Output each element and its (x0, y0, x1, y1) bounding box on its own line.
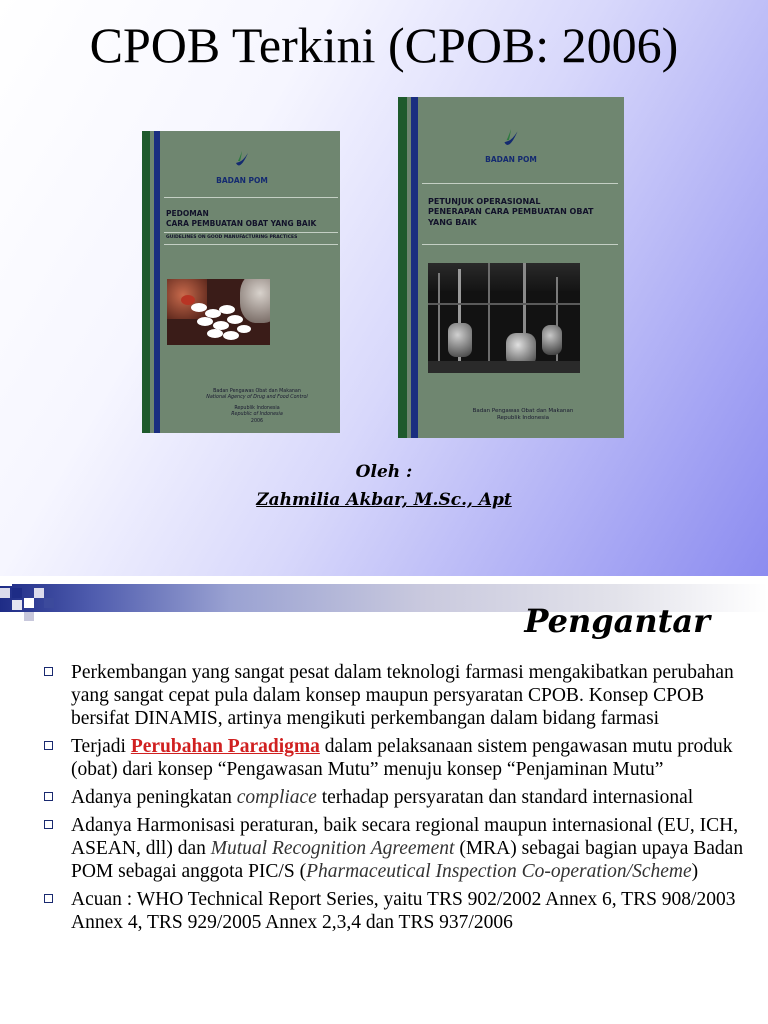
square-bullet-icon (44, 820, 53, 829)
bullet-text: dalam pelaksanaan sistem pengawasan mutu produk (obat) dari konsep “Pengawasan Mutu” menuju konsep “Penjaminan Mutu” (71, 736, 733, 780)
square-bullet-icon (44, 667, 53, 676)
bullet-item (44, 888, 744, 934)
bullet-text: Pharmaceutical Inspection Co-operation/Scheme (306, 861, 692, 882)
bullet-item (44, 814, 744, 883)
author-name: Zahmilia Akbar, M.Sc., Apt (256, 490, 512, 510)
square-bullet-icon (44, 894, 53, 903)
bullet-text: Adanya peningkatan (71, 787, 237, 808)
bullet-item (44, 735, 744, 781)
book-cover-petunjuk (398, 97, 624, 438)
bullet-text: compliace (236, 787, 317, 808)
bullet-item (44, 661, 744, 730)
bullet-text: Terjadi (71, 736, 131, 757)
book-title: PETUNJUK OPERASIONAL PENERAPAN CARA PEMBUATAN OBAT YANG BAIK (428, 197, 594, 227)
bullet-item (44, 786, 744, 809)
bullet-list (44, 661, 744, 939)
author-label: Oleh : (355, 462, 413, 482)
checker-decoration (0, 576, 70, 626)
bullet-text: Perkembangan yang sangat pesat dalam teknologi farmasi mengakibatkan perubahan yang sangat cepat pula dalam konsep maupun persyaratan CPOB. Konsep CPOB bersifat DINAMIS, artinya mengikuti perkembangan dalam bidang farmasi (71, 662, 734, 729)
square-bullet-icon (44, 792, 53, 801)
book-logo-text: BADAN POM (485, 155, 537, 164)
book-logo-text: BADAN POM (216, 176, 268, 185)
bullet-text: Perubahan Paradigma (130, 736, 320, 757)
bullet-text: Acuan : WHO Technical Report Series, yaitu TRS 902/2002 Annex 6, TRS 908/2003 Annex 4, TRS 929/2005 Annex 2,3,4 dan TRS 937/2006 (71, 889, 736, 933)
book-cover-pedoman (142, 131, 340, 433)
book-subtitle: GUIDELINES ON GOOD MANUFACTURING PRACTICES (166, 235, 298, 240)
book-publisher: Badan Pengawas Obat dan Makanan National Agency of Drug and Food Control Republik Indonesia Republic of Indonesia 2006 (206, 389, 308, 424)
slide-pengantar (0, 576, 768, 1024)
slide-title: CPOB Terkini (CPOB: 2006) (89, 17, 679, 73)
book-publisher: Badan Pengawas Obat dan Makanan Republik Indonesia (472, 408, 574, 422)
bullet-text: Mutual Recognition Agreement (210, 838, 455, 859)
tablets-photo (167, 279, 270, 345)
bullet-text: terhadap persyaratan dan standard internasional (316, 787, 694, 808)
badan-pom-logo-icon (234, 149, 250, 171)
bullet-text: Adanya Harmonisasi peraturan, baik secara regional maupun internasional (EU, ICH, ASEAN, dll) dan (71, 815, 739, 859)
square-bullet-icon (44, 741, 53, 750)
bullet-text: (MRA) sebagai bagian upaya Badan POM sebagai anggota PIC/S ( (71, 838, 744, 882)
bullet-text: ) (691, 861, 699, 882)
book-title: PEDOMAN CARA PEMBUATAN OBAT YANG BAIK (166, 209, 317, 228)
section-title: Pengantar (524, 602, 710, 640)
badan-pom-logo-icon (502, 127, 520, 151)
factory-equipment-photo (428, 263, 580, 373)
